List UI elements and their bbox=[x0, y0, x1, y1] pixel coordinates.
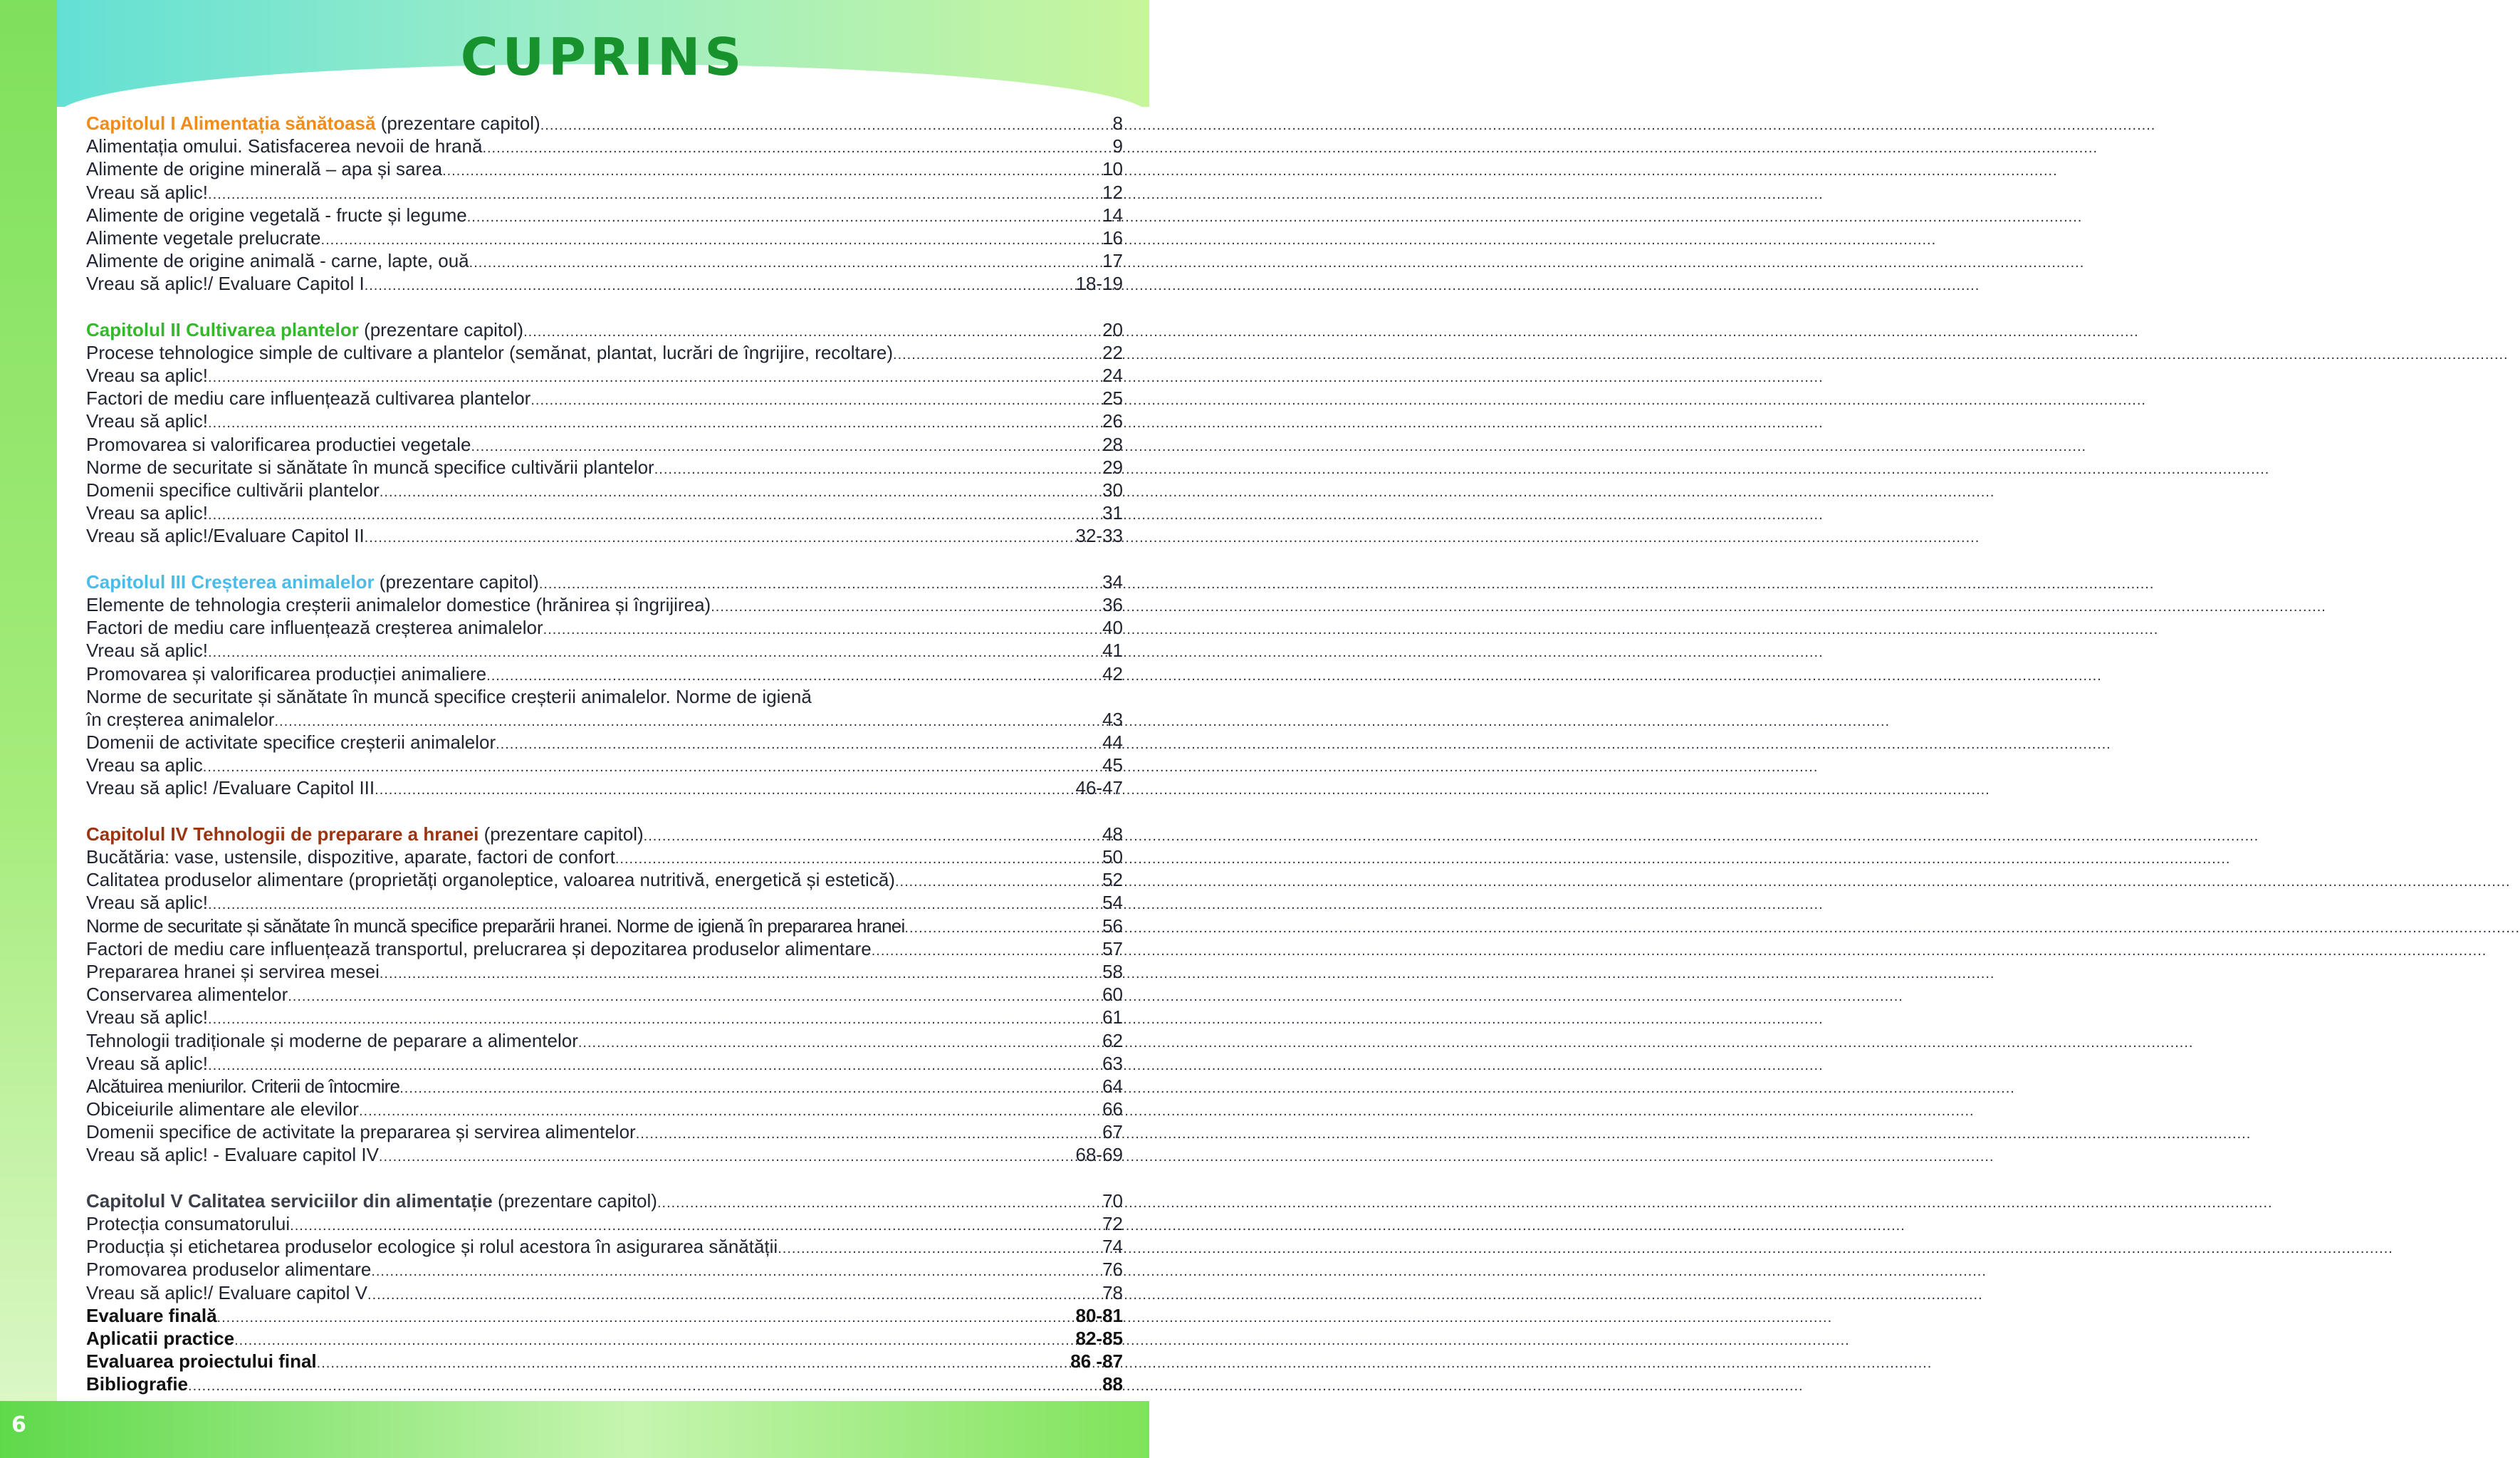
dot-leader bbox=[496, 733, 1102, 756]
entry-page: 60 bbox=[1102, 984, 1123, 1006]
bottom-decor-bar bbox=[0, 1401, 1149, 1458]
entry-label: Factori de mediu care influențează transportul, prelucrarea și depozitarea produselor alimentare bbox=[86, 937, 872, 959]
chapter-page: 70 bbox=[1102, 1189, 1123, 1212]
toc-entry[interactable] bbox=[86, 891, 1123, 914]
entry-label: Factori de mediu care influențează creșterea animalelor bbox=[86, 617, 543, 639]
entry-label: Factori de mediu care influențează cultivarea plantelor bbox=[86, 387, 531, 410]
entry-page: 31 bbox=[1102, 502, 1123, 524]
dot-leader bbox=[380, 962, 1102, 985]
toc-entry[interactable] bbox=[86, 960, 1123, 983]
entry-label: Domenii specifice cultivării plantelor bbox=[86, 479, 380, 501]
entry-label: Vreau să aplic! bbox=[86, 181, 209, 203]
entry-label: în creșterea animalelor bbox=[86, 708, 275, 730]
dot-leader bbox=[365, 274, 1076, 297]
entry-label: Vreau să aplic! bbox=[86, 640, 209, 662]
section-spacer bbox=[86, 296, 1123, 318]
entry-page: 28 bbox=[1102, 433, 1123, 455]
entry-label: Vreau sa aplic! bbox=[86, 365, 209, 387]
entry-label: Procese tehnologice simple de cultivare a plantelor (semănat, plantat, lucrări de îngrijire, recoltare) bbox=[86, 341, 894, 363]
entry-label: Vreau sa aplic bbox=[86, 754, 203, 776]
toc-entry[interactable] bbox=[86, 937, 1123, 960]
chapter-label bbox=[86, 1189, 657, 1212]
chapter-page: 20 bbox=[1102, 318, 1123, 340]
toc-entry[interactable] bbox=[86, 1075, 1123, 1098]
dot-leader bbox=[778, 1237, 1102, 1260]
dot-leader bbox=[523, 321, 1102, 343]
dot-leader bbox=[469, 251, 1102, 274]
entry-label: Vreau să aplic! bbox=[86, 1006, 209, 1029]
toc-entry[interactable] bbox=[86, 135, 1123, 157]
left-decor-bar bbox=[0, 0, 57, 1458]
dot-leader bbox=[365, 526, 1076, 549]
entry-page: 74 bbox=[1102, 1236, 1123, 1258]
toc-entry[interactable] bbox=[86, 868, 1123, 891]
chapter-title: Capitolul IV Tehnologii de preparare a hranei bbox=[86, 823, 479, 845]
chapter-note: (prezentare capitol) bbox=[375, 113, 540, 134]
chapter-row[interactable] bbox=[86, 1189, 1123, 1212]
chapter-page: 34 bbox=[1102, 571, 1123, 593]
entry-label: Vreau să aplic!/ Evaluare capitol V bbox=[86, 1281, 368, 1303]
chapter-note: (prezentare capitol) bbox=[358, 318, 524, 340]
table-of-contents bbox=[86, 112, 1123, 1396]
toc-entry[interactable] bbox=[86, 456, 1123, 479]
chapter-note: (prezentare capitol) bbox=[492, 1189, 657, 1212]
chapter-title: Capitolul II Cultivarea plantelor bbox=[86, 318, 359, 340]
entry-label: Evaluarea proiectului final bbox=[86, 1350, 317, 1373]
dot-leader bbox=[208, 1008, 1102, 1031]
toc-entry[interactable] bbox=[86, 157, 1123, 180]
entry-label: Norme de securitate și sănătate în muncă specifice preparării hranei. Norme de igienă în prepararea hranei bbox=[86, 915, 905, 937]
dot-leader bbox=[290, 1214, 1102, 1237]
toc-entry[interactable] bbox=[86, 845, 1123, 868]
toc-entry[interactable] bbox=[86, 708, 1123, 731]
chapter-label bbox=[86, 112, 540, 135]
toc-entry[interactable] bbox=[86, 341, 1123, 364]
entry-page: 64 bbox=[1102, 1075, 1123, 1097]
dot-leader bbox=[375, 779, 1075, 801]
toc-entry[interactable] bbox=[86, 272, 1123, 295]
dot-leader bbox=[359, 1100, 1102, 1123]
dot-leader bbox=[203, 756, 1102, 779]
entry-page: 63 bbox=[1102, 1052, 1123, 1074]
section-spacer bbox=[86, 800, 1123, 823]
toc-entry[interactable] bbox=[86, 983, 1123, 1006]
entry-page: 80-81 bbox=[1075, 1304, 1123, 1326]
chapter-note: (prezentare capitol) bbox=[479, 823, 644, 845]
toc-entry[interactable] bbox=[86, 204, 1123, 226]
entry-page: 9 bbox=[1112, 135, 1123, 157]
entry-label: Promovarea și valorificarea producției animaliere bbox=[86, 662, 487, 684]
entry-label: Domenii de activitate specifice creșterii animalelor bbox=[86, 731, 496, 754]
entry-page: 57 bbox=[1102, 937, 1123, 959]
dot-leader bbox=[471, 435, 1103, 458]
entry-label: Alimente de origine vegetală - fructe și legume bbox=[86, 204, 467, 226]
toc-entry[interactable] bbox=[86, 1120, 1123, 1143]
entry-page: 26 bbox=[1102, 410, 1123, 432]
toc-entry[interactable] bbox=[86, 226, 1123, 249]
dot-leader bbox=[321, 229, 1103, 251]
entry-label: Vreau să aplic! bbox=[86, 1052, 209, 1074]
entry-page: 68-69 bbox=[1075, 1144, 1123, 1166]
entry-page: 17 bbox=[1102, 250, 1123, 272]
toc-entry[interactable] bbox=[86, 1006, 1123, 1029]
entry-page: 16 bbox=[1102, 226, 1123, 249]
toc-entry[interactable] bbox=[86, 1029, 1123, 1052]
entry-label: Elemente de tehnologia creșterii animalelor domestice (hrănirea și îngrijirea) bbox=[86, 593, 711, 615]
toc-entry[interactable] bbox=[86, 181, 1123, 204]
toc-entry[interactable] bbox=[86, 249, 1123, 272]
entry-page: 45 bbox=[1102, 754, 1123, 776]
toc-entry[interactable] bbox=[86, 1373, 1123, 1395]
chapter-title: Capitolul I Alimentația sănătoasă bbox=[86, 113, 376, 134]
entry-page: 61 bbox=[1102, 1006, 1123, 1029]
entry-page: 24 bbox=[1102, 365, 1123, 387]
dot-leader bbox=[530, 389, 1102, 412]
dot-leader bbox=[895, 870, 1102, 893]
entry-label: Calitatea produselor alimentare (proprietăți organoleptice, valoarea nutritivă, energetică și estetică) bbox=[86, 869, 895, 891]
toc-entry[interactable] bbox=[86, 433, 1123, 456]
entry-page: 36 bbox=[1102, 593, 1123, 615]
chapter-label bbox=[86, 823, 644, 845]
dot-leader bbox=[367, 1283, 1102, 1306]
toc-entry[interactable] bbox=[86, 1327, 1123, 1350]
toc-entry[interactable] bbox=[86, 387, 1123, 410]
toc-entry[interactable] bbox=[86, 1235, 1123, 1258]
dot-leader bbox=[578, 1031, 1102, 1054]
toc-entry[interactable] bbox=[86, 776, 1123, 799]
entry-label: Vreau să aplic! bbox=[86, 892, 209, 914]
entry-label: Conservarea alimentelor bbox=[86, 984, 288, 1006]
entry-page: 67 bbox=[1102, 1121, 1123, 1143]
entry-page: 86 -87 bbox=[1070, 1350, 1123, 1373]
toc-entry[interactable] bbox=[86, 364, 1123, 387]
entry-label: Evaluare finală bbox=[86, 1304, 217, 1326]
entry-label: Prepararea hranei și servirea mesei bbox=[86, 960, 380, 982]
toc-entry[interactable] bbox=[86, 616, 1123, 639]
entry-label: Bucătăria: vase, ustensile, dispozitive, aparate, factori de confort bbox=[86, 846, 615, 868]
dot-leader bbox=[217, 1306, 1076, 1329]
entry-page: 12 bbox=[1102, 181, 1123, 203]
entry-page: 29 bbox=[1102, 456, 1123, 478]
entry-page: 25 bbox=[1102, 387, 1123, 410]
dot-leader bbox=[644, 825, 1102, 848]
toc-entry[interactable] bbox=[86, 1258, 1123, 1281]
entry-page: 14 bbox=[1102, 204, 1123, 226]
dot-leader bbox=[482, 137, 1112, 160]
entry-label: Vreau să aplic! - Evaluare capitol IV bbox=[86, 1144, 379, 1166]
dot-leader bbox=[208, 504, 1102, 526]
toc-entry[interactable] bbox=[86, 501, 1123, 524]
entry-page: 42 bbox=[1102, 662, 1123, 684]
entry-page: 40 bbox=[1102, 617, 1123, 639]
chapter-row[interactable] bbox=[86, 112, 1123, 135]
entry-page: 76 bbox=[1102, 1259, 1123, 1281]
toc-entry[interactable] bbox=[86, 1304, 1123, 1327]
entry-label: Promovarea produselor alimentare bbox=[86, 1259, 372, 1281]
entry-page: 62 bbox=[1102, 1029, 1123, 1051]
toc-entry[interactable] bbox=[86, 639, 1123, 662]
toc-entry[interactable] bbox=[86, 685, 1123, 708]
toc-entry[interactable] bbox=[86, 1350, 1123, 1373]
entry-label: Domenii specifice de activitate la prepararea și servirea alimentelor bbox=[86, 1121, 636, 1143]
dot-leader bbox=[208, 366, 1102, 389]
entry-page: 82-85 bbox=[1075, 1327, 1123, 1349]
dot-leader bbox=[208, 412, 1102, 434]
dot-leader bbox=[657, 1192, 1102, 1214]
toc-entry[interactable] bbox=[86, 593, 1123, 616]
entry-page: 78 bbox=[1102, 1281, 1123, 1303]
toc-entry[interactable] bbox=[86, 662, 1123, 685]
entry-label: Aplicatii practice bbox=[86, 1327, 235, 1349]
dot-leader bbox=[208, 893, 1102, 916]
entry-page: 41 bbox=[1102, 640, 1123, 662]
entry-label: Alimente de origine animală - carne, lapte, ouă bbox=[86, 250, 469, 272]
toc-entry[interactable] bbox=[86, 731, 1123, 754]
entry-label: Vreau să aplic! bbox=[86, 410, 209, 432]
dot-leader bbox=[893, 343, 1102, 366]
dot-leader bbox=[442, 160, 1102, 182]
dot-leader bbox=[872, 939, 1102, 962]
entry-label: Producția și etichetarea produselor ecologice și rolul acestora în asigurarea sănătății bbox=[86, 1236, 778, 1258]
toc-entry[interactable] bbox=[86, 1143, 1123, 1166]
dot-leader bbox=[380, 481, 1102, 504]
entry-page: 50 bbox=[1102, 846, 1123, 868]
dot-leader bbox=[208, 641, 1102, 664]
chapter-title: Capitolul V Calitatea serviciilor din alimentație bbox=[86, 1189, 493, 1212]
page-title: CUPRINS bbox=[460, 27, 746, 87]
entry-label: Protecția consumatorului bbox=[86, 1213, 291, 1234]
dot-leader bbox=[234, 1329, 1075, 1352]
entry-page: 72 bbox=[1102, 1213, 1123, 1234]
dot-leader bbox=[540, 114, 1113, 137]
entry-page: 56 bbox=[1102, 915, 1123, 937]
entry-page: 32-33 bbox=[1075, 525, 1123, 547]
entry-label: Obiceiurile alimentare ale elevilor bbox=[86, 1098, 359, 1120]
entry-label: Bibliografie bbox=[86, 1373, 189, 1395]
entry-label: Alimente vegetale prelucrate bbox=[86, 226, 321, 249]
entry-label: Tehnologii tradiționale și moderne de peparare a alimentelor bbox=[86, 1029, 578, 1051]
entry-page: 30 bbox=[1102, 479, 1123, 501]
entry-page: 10 bbox=[1102, 158, 1123, 180]
toc-entry[interactable] bbox=[86, 754, 1123, 776]
toc-entry[interactable] bbox=[86, 1098, 1123, 1120]
chapter-title: Capitolul III Creșterea animalelor bbox=[86, 571, 375, 593]
toc-entry[interactable] bbox=[86, 1212, 1123, 1235]
dot-leader bbox=[711, 595, 1102, 618]
dot-leader bbox=[379, 1145, 1076, 1168]
entry-label: Alcătuirea meniurilor. Criterii de întocmire bbox=[86, 1075, 400, 1097]
entry-page: 43 bbox=[1102, 708, 1123, 730]
entry-label: Vreau să aplic! /Evaluare Capitol III bbox=[86, 777, 375, 799]
entry-page: 18-19 bbox=[1075, 273, 1123, 295]
entry-label: Norme de securitate și sănătate în muncă specifice creșterii animalelor. Norme de igienă bbox=[86, 685, 812, 707]
dot-leader bbox=[208, 183, 1102, 206]
chapter-note: (prezentare capitol) bbox=[374, 571, 539, 593]
dot-leader bbox=[615, 848, 1102, 870]
chapter-label bbox=[86, 571, 539, 593]
entry-label: Norme de securitate si sănătate în muncă specifice cultivării plantelor bbox=[86, 456, 654, 478]
toc-entry[interactable] bbox=[86, 1281, 1123, 1304]
dot-leader bbox=[274, 710, 1102, 733]
dot-leader bbox=[543, 618, 1102, 641]
entry-page: 52 bbox=[1102, 869, 1123, 891]
chapter-label bbox=[86, 318, 523, 341]
dot-leader bbox=[288, 985, 1102, 1008]
dot-leader bbox=[467, 206, 1102, 229]
dot-leader bbox=[317, 1352, 1071, 1375]
chapter-page: 8 bbox=[1112, 113, 1123, 134]
chapter-row[interactable] bbox=[86, 571, 1123, 593]
entry-label: Vreau să aplic!/Evaluare Capitol II bbox=[86, 525, 365, 547]
entry-page: 88 bbox=[1102, 1373, 1123, 1395]
dot-leader bbox=[654, 458, 1102, 481]
entry-label: Promovarea si valorificarea productiei vegetale bbox=[86, 433, 471, 455]
entry-page: 44 bbox=[1102, 731, 1123, 754]
toc-entry[interactable] bbox=[86, 410, 1123, 432]
entry-label: Alimentația omului. Satisfacerea nevoii de hrană bbox=[86, 135, 483, 157]
dot-leader bbox=[486, 665, 1102, 687]
chapter-row[interactable] bbox=[86, 823, 1123, 845]
section-spacer bbox=[86, 548, 1123, 571]
entry-page: 46-47 bbox=[1075, 777, 1123, 799]
toc-entry[interactable] bbox=[86, 915, 1123, 937]
entry-label: Vreau sa aplic! bbox=[86, 502, 209, 524]
toc-entry[interactable] bbox=[86, 524, 1123, 547]
chapter-row[interactable] bbox=[86, 318, 1123, 341]
dot-leader bbox=[399, 1077, 1102, 1100]
chapter-page: 48 bbox=[1102, 823, 1123, 845]
toc-entry[interactable] bbox=[86, 479, 1123, 501]
entry-label: Alimente de origine minerală – apa și sarea bbox=[86, 158, 443, 180]
entry-page: 58 bbox=[1102, 960, 1123, 982]
section-spacer bbox=[86, 1167, 1123, 1189]
dot-leader bbox=[636, 1123, 1102, 1145]
dot-leader bbox=[371, 1260, 1102, 1283]
dot-leader bbox=[904, 917, 1102, 939]
toc-entry[interactable] bbox=[86, 1052, 1123, 1075]
entry-label: Vreau să aplic!/ Evaluare Capitol I bbox=[86, 273, 365, 295]
entry-page: 66 bbox=[1102, 1098, 1123, 1120]
dot-leader bbox=[188, 1375, 1102, 1397]
page-number: 6 bbox=[11, 1412, 26, 1437]
entry-page: 54 bbox=[1102, 892, 1123, 914]
dot-leader bbox=[208, 1054, 1102, 1077]
entry-page: 22 bbox=[1102, 341, 1123, 363]
dot-leader bbox=[539, 573, 1102, 595]
